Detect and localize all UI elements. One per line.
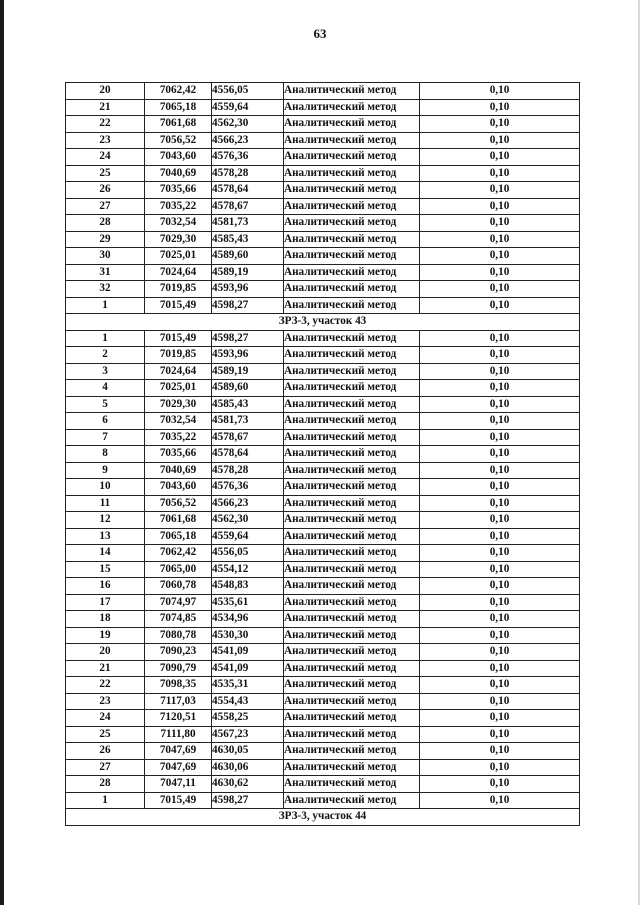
x-coordinate-cell: 7090,23 xyxy=(145,644,212,661)
point-number-cell: 25 xyxy=(66,165,145,182)
accuracy-cell: 0,10 xyxy=(420,231,580,248)
x-coordinate-cell: 7032,54 xyxy=(145,215,212,232)
point-number-cell: 2 xyxy=(66,347,145,364)
table-row xyxy=(66,281,580,298)
x-coordinate-cell: 7117,03 xyxy=(145,693,212,710)
method-cell: Аналитический метод xyxy=(284,660,420,677)
y-coordinate-cell: 4558,25 xyxy=(212,710,284,727)
accuracy-cell: 0,10 xyxy=(420,759,580,776)
accuracy-cell: 0,10 xyxy=(420,182,580,199)
x-coordinate-cell: 7043,60 xyxy=(145,479,212,496)
point-number-cell: 14 xyxy=(66,545,145,562)
accuracy-cell: 0,10 xyxy=(420,462,580,479)
accuracy-cell: 0,10 xyxy=(420,413,580,430)
method-cell: Аналитический метод xyxy=(284,396,420,413)
table-row xyxy=(66,462,580,479)
table-row xyxy=(66,396,580,413)
x-coordinate-cell: 7080,78 xyxy=(145,627,212,644)
accuracy-cell: 0,10 xyxy=(420,281,580,298)
y-coordinate-cell: 4535,31 xyxy=(212,677,284,694)
x-coordinate-cell: 7062,42 xyxy=(145,83,212,100)
point-number-cell: 24 xyxy=(66,710,145,727)
point-number-cell: 28 xyxy=(66,776,145,793)
table-row xyxy=(66,132,580,149)
table-row xyxy=(66,512,580,529)
x-coordinate-cell: 7015,49 xyxy=(145,792,212,809)
accuracy-cell: 0,10 xyxy=(420,495,580,512)
table-row xyxy=(66,743,580,760)
x-coordinate-cell: 7029,30 xyxy=(145,396,212,413)
y-coordinate-cell: 4578,64 xyxy=(212,446,284,463)
table-row xyxy=(66,644,580,661)
table-row xyxy=(66,215,580,232)
y-coordinate-cell: 4589,19 xyxy=(212,363,284,380)
table-row xyxy=(66,528,580,545)
method-cell: Аналитический метод xyxy=(284,644,420,661)
y-coordinate-cell: 4554,12 xyxy=(212,561,284,578)
point-number-cell: 6 xyxy=(66,413,145,430)
method-cell: Аналитический метод xyxy=(284,330,420,347)
point-number-cell: 1 xyxy=(66,297,145,314)
accuracy-cell: 0,10 xyxy=(420,116,580,133)
accuracy-cell: 0,10 xyxy=(420,83,580,100)
section-header-row xyxy=(66,314,580,331)
accuracy-cell: 0,10 xyxy=(420,528,580,545)
y-coordinate-cell: 4585,43 xyxy=(212,231,284,248)
method-cell: Аналитический метод xyxy=(284,545,420,562)
point-number-cell: 27 xyxy=(66,198,145,215)
table-row xyxy=(66,594,580,611)
method-cell: Аналитический метод xyxy=(284,248,420,265)
y-coordinate-cell: 4593,96 xyxy=(212,347,284,364)
y-coordinate-cell: 4581,73 xyxy=(212,413,284,430)
method-cell: Аналитический метод xyxy=(284,215,420,232)
table-row xyxy=(66,627,580,644)
point-number-cell: 20 xyxy=(66,83,145,100)
method-cell: Аналитический метод xyxy=(284,710,420,727)
x-coordinate-cell: 7019,85 xyxy=(145,347,212,364)
accuracy-cell: 0,10 xyxy=(420,297,580,314)
point-number-cell: 5 xyxy=(66,396,145,413)
point-number-cell: 16 xyxy=(66,578,145,595)
table-row xyxy=(66,446,580,463)
x-coordinate-cell: 7090,79 xyxy=(145,660,212,677)
x-coordinate-cell: 7120,51 xyxy=(145,710,212,727)
method-cell: Аналитический метод xyxy=(284,363,420,380)
y-coordinate-cell: 4541,09 xyxy=(212,660,284,677)
accuracy-cell: 0,10 xyxy=(420,347,580,364)
coordinates-table xyxy=(65,82,580,826)
y-coordinate-cell: 4630,62 xyxy=(212,776,284,793)
method-cell: Аналитический метод xyxy=(284,264,420,281)
accuracy-cell: 0,10 xyxy=(420,561,580,578)
x-coordinate-cell: 7065,00 xyxy=(145,561,212,578)
point-number-cell: 13 xyxy=(66,528,145,545)
method-cell: Аналитический метод xyxy=(284,743,420,760)
y-coordinate-cell: 4598,27 xyxy=(212,792,284,809)
method-cell: Аналитический метод xyxy=(284,347,420,364)
method-cell: Аналитический метод xyxy=(284,281,420,298)
x-coordinate-cell: 7074,85 xyxy=(145,611,212,628)
x-coordinate-cell: 7061,68 xyxy=(145,512,212,529)
point-number-cell: 26 xyxy=(66,743,145,760)
y-coordinate-cell: 4534,96 xyxy=(212,611,284,628)
method-cell: Аналитический метод xyxy=(284,83,420,100)
table-row xyxy=(66,330,580,347)
method-cell: Аналитический метод xyxy=(284,149,420,166)
coordinates-table-body xyxy=(66,83,580,826)
accuracy-cell: 0,10 xyxy=(420,99,580,116)
y-coordinate-cell: 4576,36 xyxy=(212,479,284,496)
point-number-cell: 21 xyxy=(66,99,145,116)
table-row xyxy=(66,677,580,694)
point-number-cell: 15 xyxy=(66,561,145,578)
table-row xyxy=(66,347,580,364)
y-coordinate-cell: 4562,30 xyxy=(212,116,284,133)
method-cell: Аналитический метод xyxy=(284,792,420,809)
x-coordinate-cell: 7056,52 xyxy=(145,495,212,512)
y-coordinate-cell: 4530,30 xyxy=(212,627,284,644)
x-coordinate-cell: 7035,22 xyxy=(145,429,212,446)
method-cell: Аналитический метод xyxy=(284,446,420,463)
point-number-cell: 18 xyxy=(66,611,145,628)
table-row xyxy=(66,479,580,496)
table-row xyxy=(66,99,580,116)
x-coordinate-cell: 7047,69 xyxy=(145,743,212,760)
table-row xyxy=(66,413,580,430)
accuracy-cell: 0,10 xyxy=(420,215,580,232)
y-coordinate-cell: 4593,96 xyxy=(212,281,284,298)
table-row xyxy=(66,792,580,809)
x-coordinate-cell: 7032,54 xyxy=(145,413,212,430)
method-cell: Аналитический метод xyxy=(284,198,420,215)
table-row xyxy=(66,363,580,380)
point-number-cell: 12 xyxy=(66,512,145,529)
x-coordinate-cell: 7024,64 xyxy=(145,363,212,380)
method-cell: Аналитический метод xyxy=(284,132,420,149)
point-number-cell: 31 xyxy=(66,264,145,281)
accuracy-cell: 0,10 xyxy=(420,660,580,677)
section-header-row xyxy=(66,809,580,826)
table-row xyxy=(66,264,580,281)
x-coordinate-cell: 7029,30 xyxy=(145,231,212,248)
method-cell: Аналитический метод xyxy=(284,512,420,529)
point-number-cell: 21 xyxy=(66,660,145,677)
point-number-cell: 9 xyxy=(66,462,145,479)
y-coordinate-cell: 4556,05 xyxy=(212,83,284,100)
accuracy-cell: 0,10 xyxy=(420,330,580,347)
table-row xyxy=(66,660,580,677)
point-number-cell: 20 xyxy=(66,644,145,661)
y-coordinate-cell: 4567,23 xyxy=(212,726,284,743)
accuracy-cell: 0,10 xyxy=(420,578,580,595)
accuracy-cell: 0,10 xyxy=(420,512,580,529)
y-coordinate-cell: 4535,61 xyxy=(212,594,284,611)
table-row xyxy=(66,380,580,397)
accuracy-cell: 0,10 xyxy=(420,710,580,727)
x-coordinate-cell: 7040,69 xyxy=(145,165,212,182)
point-number-cell: 23 xyxy=(66,132,145,149)
y-coordinate-cell: 4578,64 xyxy=(212,182,284,199)
y-coordinate-cell: 4598,27 xyxy=(212,330,284,347)
y-coordinate-cell: 4589,60 xyxy=(212,248,284,265)
accuracy-cell: 0,10 xyxy=(420,429,580,446)
accuracy-cell: 0,10 xyxy=(420,644,580,661)
method-cell: Аналитический метод xyxy=(284,627,420,644)
table-row xyxy=(66,429,580,446)
table-row xyxy=(66,710,580,727)
y-coordinate-cell: 4578,28 xyxy=(212,165,284,182)
x-coordinate-cell: 7074,97 xyxy=(145,594,212,611)
method-cell: Аналитический метод xyxy=(284,297,420,314)
accuracy-cell: 0,10 xyxy=(420,776,580,793)
point-number-cell: 25 xyxy=(66,726,145,743)
method-cell: Аналитический метод xyxy=(284,594,420,611)
y-coordinate-cell: 4589,60 xyxy=(212,380,284,397)
table-row xyxy=(66,198,580,215)
x-coordinate-cell: 7025,01 xyxy=(145,380,212,397)
table-row xyxy=(66,693,580,710)
x-coordinate-cell: 7019,85 xyxy=(145,281,212,298)
y-coordinate-cell: 4559,64 xyxy=(212,528,284,545)
y-coordinate-cell: 4581,73 xyxy=(212,215,284,232)
accuracy-cell: 0,10 xyxy=(420,479,580,496)
x-coordinate-cell: 7035,22 xyxy=(145,198,212,215)
point-number-cell: 7 xyxy=(66,429,145,446)
table-row xyxy=(66,83,580,100)
x-coordinate-cell: 7098,35 xyxy=(145,677,212,694)
x-coordinate-cell: 7015,49 xyxy=(145,330,212,347)
point-number-cell: 29 xyxy=(66,231,145,248)
table-row xyxy=(66,611,580,628)
y-coordinate-cell: 4630,05 xyxy=(212,743,284,760)
y-coordinate-cell: 4566,23 xyxy=(212,495,284,512)
accuracy-cell: 0,10 xyxy=(420,396,580,413)
y-coordinate-cell: 4589,19 xyxy=(212,264,284,281)
method-cell: Аналитический метод xyxy=(284,726,420,743)
x-coordinate-cell: 7060,78 xyxy=(145,578,212,595)
point-number-cell: 32 xyxy=(66,281,145,298)
x-coordinate-cell: 7065,18 xyxy=(145,528,212,545)
method-cell: Аналитический метод xyxy=(284,561,420,578)
y-coordinate-cell: 4630,06 xyxy=(212,759,284,776)
table-row xyxy=(66,248,580,265)
accuracy-cell: 0,10 xyxy=(420,693,580,710)
point-number-cell: 30 xyxy=(66,248,145,265)
accuracy-cell: 0,10 xyxy=(420,149,580,166)
accuracy-cell: 0,10 xyxy=(420,545,580,562)
y-coordinate-cell: 4576,36 xyxy=(212,149,284,166)
x-coordinate-cell: 7065,18 xyxy=(145,99,212,116)
x-coordinate-cell: 7047,11 xyxy=(145,776,212,793)
point-number-cell: 17 xyxy=(66,594,145,611)
y-coordinate-cell: 4578,28 xyxy=(212,462,284,479)
table-row xyxy=(66,116,580,133)
point-number-cell: 11 xyxy=(66,495,145,512)
accuracy-cell: 0,10 xyxy=(420,248,580,265)
y-coordinate-cell: 4554,43 xyxy=(212,693,284,710)
y-coordinate-cell: 4598,27 xyxy=(212,297,284,314)
section-title: ЗРЗ-3, участок 44 xyxy=(66,809,580,826)
table-row xyxy=(66,726,580,743)
table-row xyxy=(66,297,580,314)
accuracy-cell: 0,10 xyxy=(420,132,580,149)
accuracy-cell: 0,10 xyxy=(420,611,580,628)
table-row xyxy=(66,561,580,578)
method-cell: Аналитический метод xyxy=(284,380,420,397)
method-cell: Аналитический метод xyxy=(284,182,420,199)
x-coordinate-cell: 7047,69 xyxy=(145,759,212,776)
x-coordinate-cell: 7024,64 xyxy=(145,264,212,281)
method-cell: Аналитический метод xyxy=(284,693,420,710)
y-coordinate-cell: 4556,05 xyxy=(212,545,284,562)
point-number-cell: 28 xyxy=(66,215,145,232)
section-title: ЗРЗ-3, участок 43 xyxy=(66,314,580,331)
x-coordinate-cell: 7035,66 xyxy=(145,446,212,463)
method-cell: Аналитический метод xyxy=(284,413,420,430)
y-coordinate-cell: 4548,83 xyxy=(212,578,284,595)
point-number-cell: 19 xyxy=(66,627,145,644)
y-coordinate-cell: 4578,67 xyxy=(212,429,284,446)
point-number-cell: 1 xyxy=(66,330,145,347)
table-row xyxy=(66,149,580,166)
table-row xyxy=(66,182,580,199)
scan-border-left xyxy=(0,0,4,905)
point-number-cell: 3 xyxy=(66,363,145,380)
method-cell: Аналитический метод xyxy=(284,495,420,512)
method-cell: Аналитический метод xyxy=(284,99,420,116)
point-number-cell: 22 xyxy=(66,677,145,694)
method-cell: Аналитический метод xyxy=(284,116,420,133)
y-coordinate-cell: 4585,43 xyxy=(212,396,284,413)
point-number-cell: 1 xyxy=(66,792,145,809)
y-coordinate-cell: 4566,23 xyxy=(212,132,284,149)
method-cell: Аналитический метод xyxy=(284,231,420,248)
point-number-cell: 8 xyxy=(66,446,145,463)
method-cell: Аналитический метод xyxy=(284,776,420,793)
x-coordinate-cell: 7015,49 xyxy=(145,297,212,314)
table-row xyxy=(66,165,580,182)
method-cell: Аналитический метод xyxy=(284,677,420,694)
accuracy-cell: 0,10 xyxy=(420,726,580,743)
accuracy-cell: 0,10 xyxy=(420,198,580,215)
point-number-cell: 23 xyxy=(66,693,145,710)
method-cell: Аналитический метод xyxy=(284,611,420,628)
method-cell: Аналитический метод xyxy=(284,578,420,595)
x-coordinate-cell: 7061,68 xyxy=(145,116,212,133)
method-cell: Аналитический метод xyxy=(284,462,420,479)
point-number-cell: 27 xyxy=(66,759,145,776)
y-coordinate-cell: 4578,67 xyxy=(212,198,284,215)
y-coordinate-cell: 4559,64 xyxy=(212,99,284,116)
accuracy-cell: 0,10 xyxy=(420,264,580,281)
method-cell: Аналитический метод xyxy=(284,528,420,545)
x-coordinate-cell: 7062,42 xyxy=(145,545,212,562)
point-number-cell: 26 xyxy=(66,182,145,199)
table-row xyxy=(66,495,580,512)
accuracy-cell: 0,10 xyxy=(420,446,580,463)
x-coordinate-cell: 7025,01 xyxy=(145,248,212,265)
accuracy-cell: 0,10 xyxy=(420,627,580,644)
table-row xyxy=(66,776,580,793)
page-number: 63 xyxy=(313,26,327,41)
accuracy-cell: 0,10 xyxy=(420,165,580,182)
accuracy-cell: 0,10 xyxy=(420,594,580,611)
accuracy-cell: 0,10 xyxy=(420,792,580,809)
point-number-cell: 24 xyxy=(66,149,145,166)
y-coordinate-cell: 4541,09 xyxy=(212,644,284,661)
table-row xyxy=(66,578,580,595)
point-number-cell: 22 xyxy=(66,116,145,133)
accuracy-cell: 0,10 xyxy=(420,380,580,397)
y-coordinate-cell: 4562,30 xyxy=(212,512,284,529)
method-cell: Аналитический метод xyxy=(284,165,420,182)
accuracy-cell: 0,10 xyxy=(420,743,580,760)
table-row xyxy=(66,759,580,776)
table-row xyxy=(66,231,580,248)
table-row xyxy=(66,545,580,562)
method-cell: Аналитический метод xyxy=(284,759,420,776)
x-coordinate-cell: 7056,52 xyxy=(145,132,212,149)
x-coordinate-cell: 7111,80 xyxy=(145,726,212,743)
point-number-cell: 10 xyxy=(66,479,145,496)
method-cell: Аналитический метод xyxy=(284,479,420,496)
accuracy-cell: 0,10 xyxy=(420,363,580,380)
x-coordinate-cell: 7040,69 xyxy=(145,462,212,479)
point-number-cell: 4 xyxy=(66,380,145,397)
method-cell: Аналитический метод xyxy=(284,429,420,446)
x-coordinate-cell: 7035,66 xyxy=(145,182,212,199)
accuracy-cell: 0,10 xyxy=(420,677,580,694)
x-coordinate-cell: 7043,60 xyxy=(145,149,212,166)
